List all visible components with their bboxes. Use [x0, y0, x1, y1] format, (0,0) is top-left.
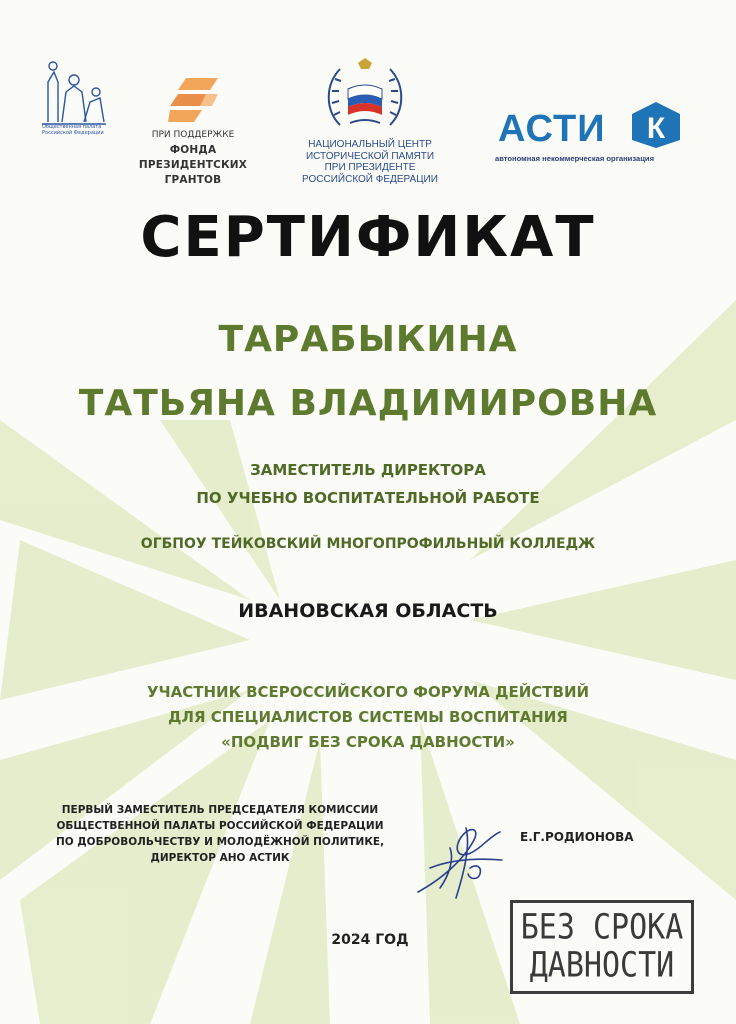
signer-name: Е.Г.РОДИОНОВА [520, 830, 634, 844]
recipient-given-names: ТАТЬЯНА ВЛАДИМИРОВНА [78, 383, 658, 424]
signer-line4: ДИРЕКТОР АНО АСТИК [150, 852, 290, 864]
participant-line1: УЧАСТНИК ВСЕРОССИЙСКОГО ФОРУМА ДЕЙСТВИЙ [146, 683, 590, 701]
certificate-title: СЕРТИФИКАТ [140, 205, 596, 270]
position-line1: ЗАМЕСТИТЕЛЬ ДИРЕКТОРА [250, 461, 486, 479]
participation-statement [0, 680, 736, 755]
bez-sroka-davnosti-stamp [510, 900, 694, 994]
national-center-logo [320, 55, 410, 140]
presidential-grants-logo [168, 76, 220, 126]
position-line2: ПО УЧЕБНО ВОСПИТАТЕЛЬНОЙ РАБОТЕ [196, 489, 540, 507]
fpg-line2: ФОНДА [169, 144, 217, 156]
presidential-grants-text [118, 128, 268, 188]
fpg-line1: ПРИ ПОДДЕРЖКЕ [151, 130, 235, 140]
astik-subtitle: автономная некоммерческая организация [495, 154, 655, 163]
astik-k-logo [630, 100, 682, 150]
recipient-region: ИВАНОВСКАЯ ОБЛАСТЬ [238, 600, 498, 622]
stamp-line2: ДАВНОСТИ [529, 945, 675, 986]
signer-line1: ПЕРВЫЙ ЗАМЕСТИТЕЛЬ ПРЕДСЕДАТЕЛЯ КОМИССИИ [61, 804, 379, 816]
eagle-icon [358, 58, 372, 69]
participant-line3: «ПОДВИГ БЕЗ СРОКА ДАВНОСТИ» [221, 733, 515, 751]
nc-line2: ИСТОРИЧЕСКОЙ ПАМЯТИ [305, 150, 435, 162]
certificate-year: 2024 ГОД [331, 932, 409, 948]
nc-line3: ПРИ ПРЕЗИДЕНТЕ [324, 162, 416, 173]
fpg-line3: ПРЕЗИДЕНТСКИХ [138, 159, 248, 171]
astik-k-letter: К [646, 112, 666, 145]
fpg-line4: ГРАНТОВ [164, 174, 222, 186]
recipient-surname: ТАРАБЫКИНА [218, 319, 518, 360]
ray-bottom-mid [250, 740, 330, 1024]
stamp-line1: БЕЗ СРОКА [520, 907, 684, 948]
recipient-college: ОГБПОУ ТЕЙКОВСКИЙ МНОГОПРОФИЛЬНЫЙ КОЛЛЕДЖ [140, 536, 596, 552]
nc-line1: НАЦИОНАЛЬНЫЙ ЦЕНТР [308, 139, 432, 150]
handwritten-signature [410, 818, 510, 902]
astik-wordmark: АСТИ [498, 108, 606, 150]
signer-line2: ОБЩЕСТВЕННОЙ ПАЛАТЫ РОССИЙСКОЙ ФЕДЕРАЦИИ [56, 820, 384, 832]
signer-line3: ПО ДОБРОВОЛЬЧЕСТВУ И МОЛОДЁЖНОЙ ПОЛИТИКЕ, [55, 836, 385, 848]
recipient-position [0, 456, 736, 512]
participant-line2: ДЛЯ СПЕЦИАЛИСТОВ СИСТЕМЫ ВОСПИТАНИЯ [168, 708, 568, 726]
nc-line4: РОССИЙСКОЙ ФЕДЕРАЦИИ [302, 173, 438, 185]
signer-title [20, 802, 420, 866]
national-center-text [290, 139, 450, 185]
public-chamber-caption: Общественная палата Российской Федерации [42, 124, 104, 136]
